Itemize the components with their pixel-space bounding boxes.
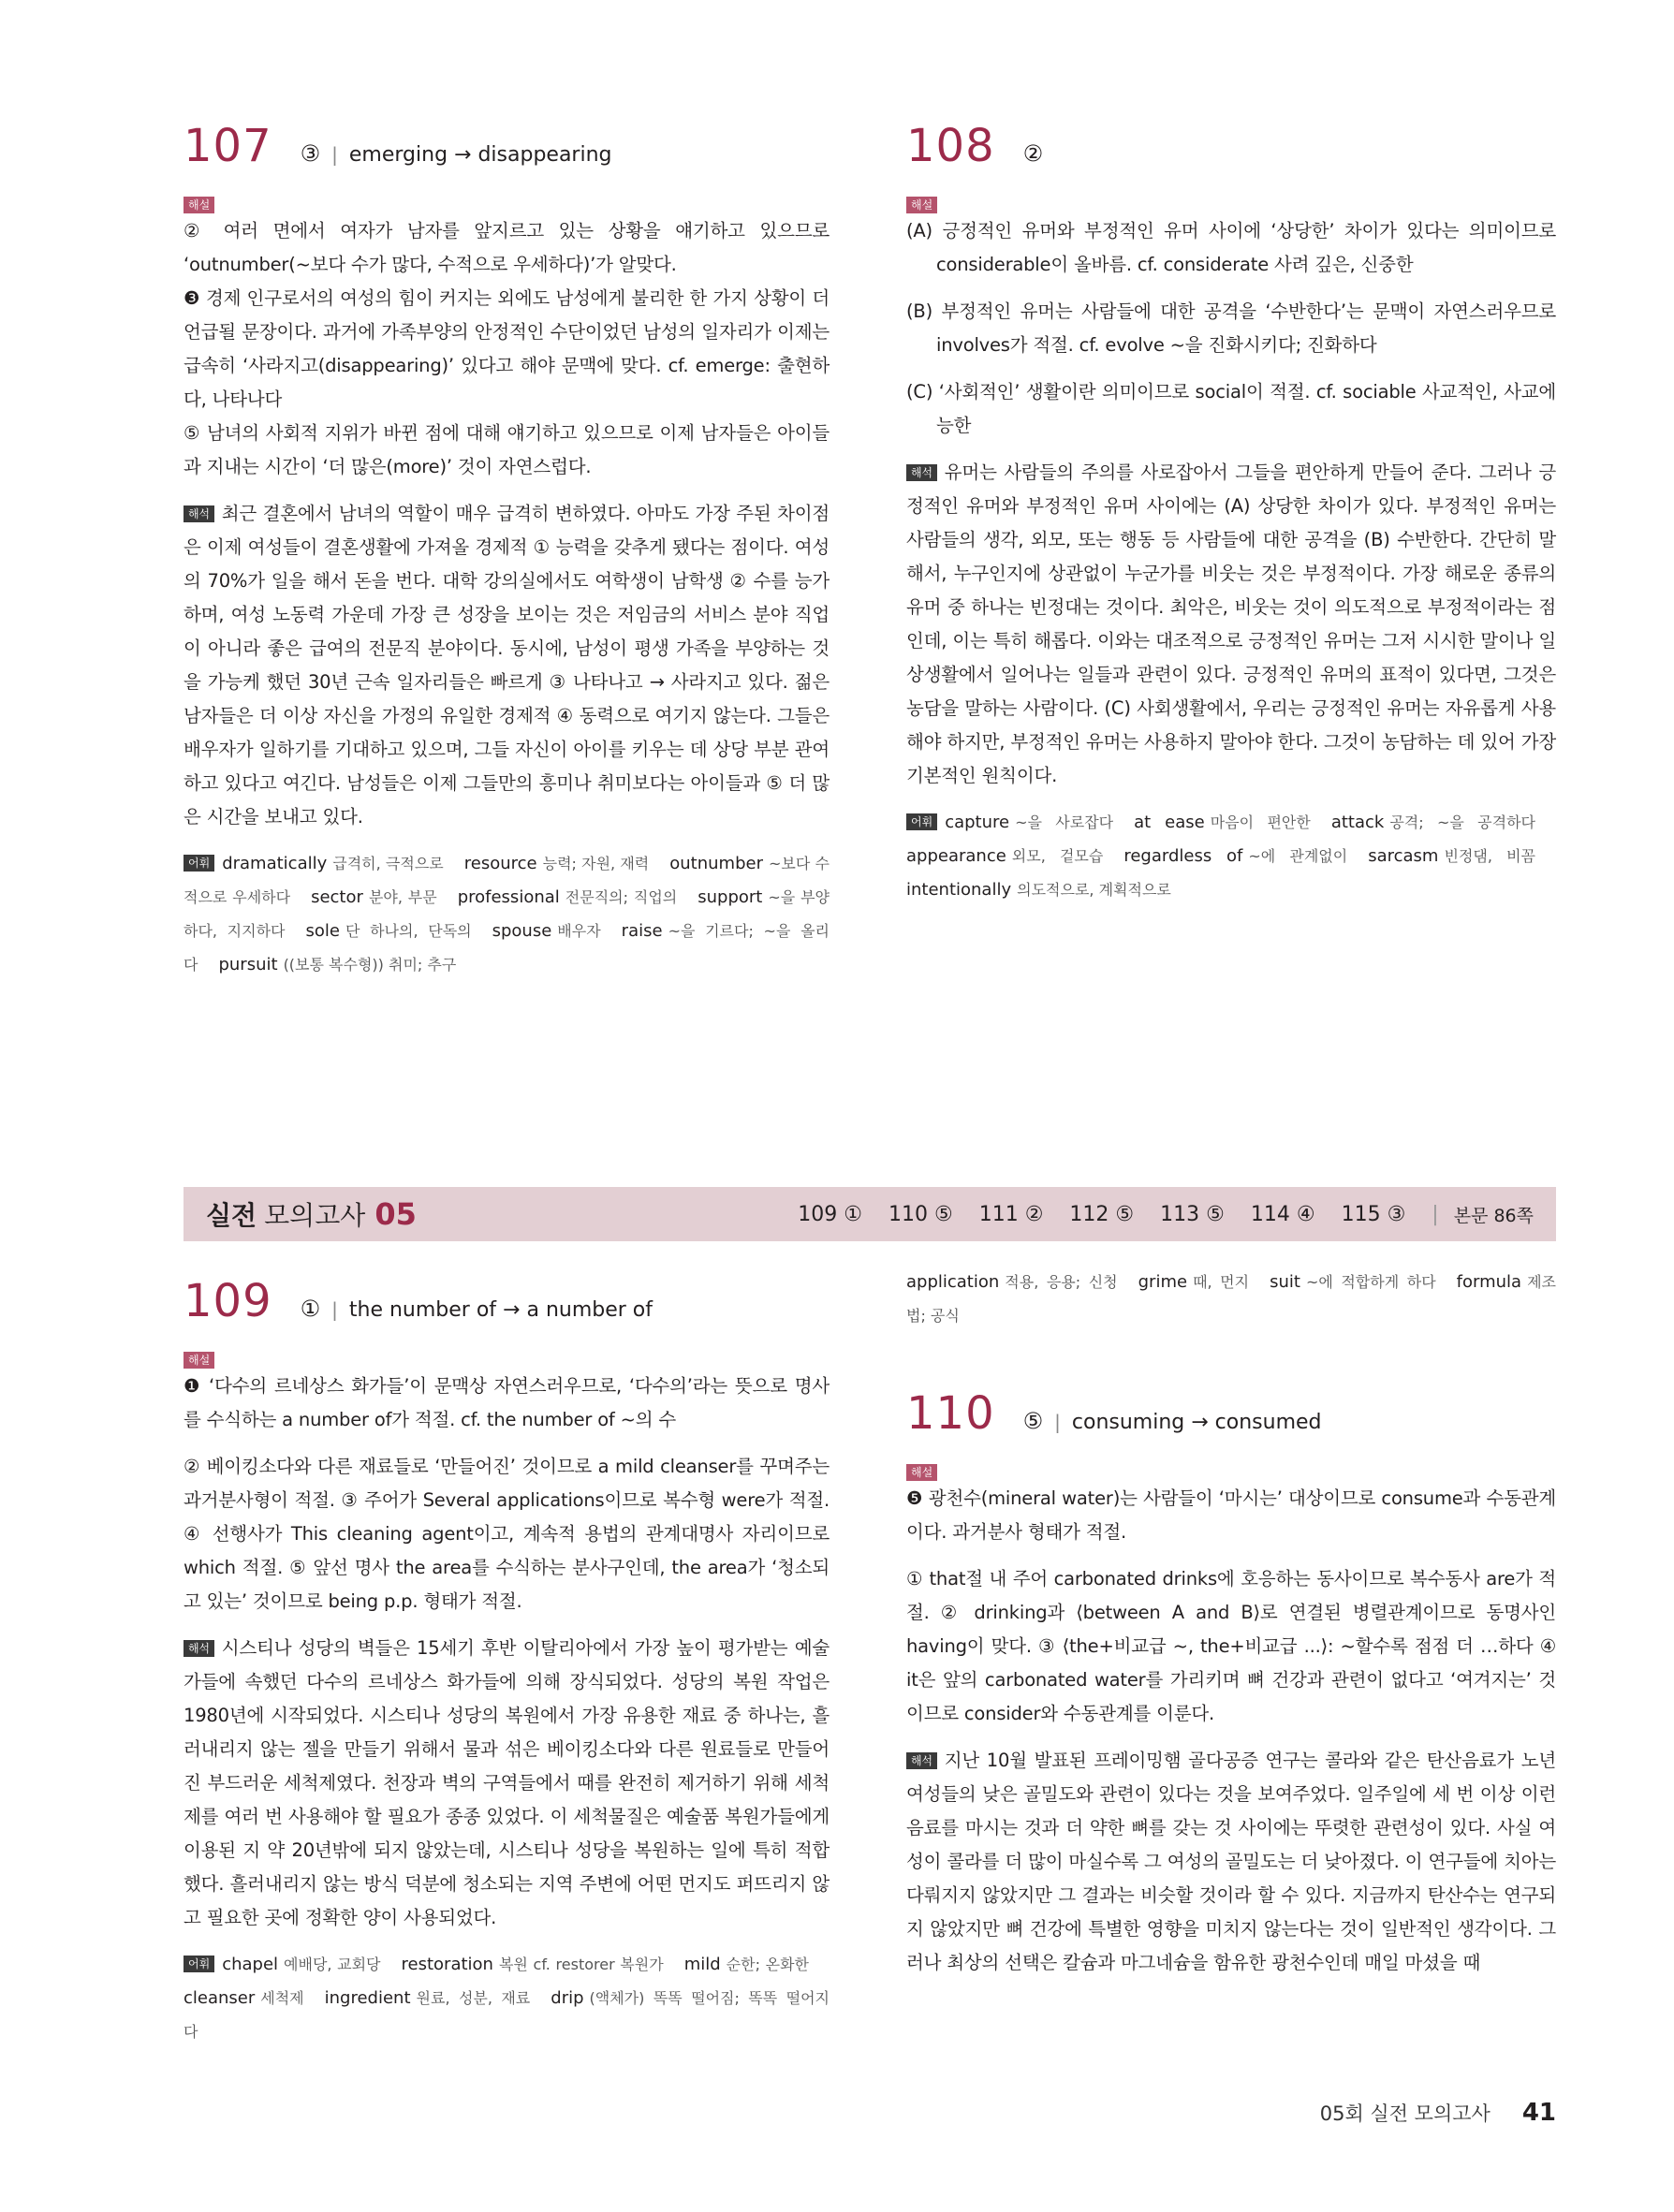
question-number: 109 (184, 1275, 272, 1327)
solution-tag: 해설 (184, 1352, 214, 1369)
answer-mark: ③ (300, 140, 321, 167)
vocab-item: spouse 배우자 (492, 921, 601, 941)
translation-paragraph (184, 497, 830, 834)
vocab-list (184, 1948, 830, 2049)
separator: | (331, 143, 338, 166)
solution-tag: 해설 (184, 197, 214, 213)
correction: emerging → disappearing (348, 143, 612, 167)
vocab-item: professional 전문직의; 직업의 (457, 887, 678, 907)
answer-key-item: 115 ③ (1341, 1202, 1406, 1226)
vocab-item: cleanser 세척제 (184, 1988, 304, 2008)
vocab-tag: 어휘 (184, 855, 214, 872)
vocab-item: appearance 외모, 겉모습 (906, 846, 1104, 866)
translation-text: 시스티나 성당의 벽들은 15세기 후반 이탈리아에서 가장 높이 평가받는 예술가들에 속했던 다수의 르네상스 화가들에 의해 장식되었다. 성당의 복원 작업은 1980년에 시작되었다. 시스티나 성당의 복원에서 가장 유용한 재료 중 하나는, 흘러내리지 않는 젤을 만들기 위해서 물과 섞은 베이킹소다와 다른 원료들로 만들어진 부드러운 세척제였다. 천장과 벽의 구역들에서 때를 완전히 제거하기 위해 세척제를 여러 번 사용해야 할 필요가 종종 있었다. 이 세척물질은 예술품 복원가들에게 이용된 지 약 20년밖에 되지 않았는데, 시스티나 성당을 복원하는 일에 특히 적합했다. 흘러내리지 않는 방식 덕분에 청소되는 지역 주변에 어떤 먼지도 퍼뜨리지 않고 필요한 곳에 정확한 양이 사용되었다. (184, 1637, 830, 1928)
vocab-item: sarcasm 빈정댐, 비꼼 (1368, 846, 1536, 866)
answer-key-item: 111 ② (978, 1202, 1044, 1226)
vocab-item: formula 제조법; 공식 (906, 1272, 1556, 1325)
translation-paragraph (184, 1632, 830, 1935)
answer-key-item: 110 ⑤ (888, 1202, 953, 1226)
question-109-header (184, 1275, 830, 1327)
correction: the number of → a number of (348, 1298, 653, 1322)
section-title: 실전 (206, 1200, 257, 1231)
solution-text: ❶ ‘다수의 르네상스 화가들’이 문맥상 자연스러우므로, ‘다수의’라는 뜻으로 명사를 수식하는 a number of가 적절. cf. the number of ~의 수 (184, 1375, 830, 1430)
answer-key-item: 113 ⑤ (1160, 1202, 1225, 1226)
section-subtitle: 모의고사 (264, 1200, 366, 1231)
translation-text: 유머는 사람들의 주의를 사로잡아서 그들을 편안하게 만들어 준다. 그러나 긍정적인 유머와 부정적인 유머 사이에는 (A) 상당한 차이가 있다. 부정적인 유머는 사람들의 생각, 외모, 또는 행동 등 사람들에 대한 공격을 (B) 수반한다. 간단히 말해서, 누구인지에 상관없이 누군가를 비웃는 것은 부정적이다. 가장 해로운 종류의 유머 중 하나는 빈정대는 것이다. 최악은, 비웃는 것이 의도적으로 부정적이라는 점인데, 이는 특히 해롭다. 이와는 대조적으로 긍정적인 유머는 그저 시시한 말이나 일상생활에서 일어나는 일들과 관련이 있다. 긍정적인 유머의 표적이 있다면, 그것은 농담을 말하는 사람이다. (C) 사회생활에서, 우리는 긍정적인 유머는 자유롭게 사용해야 하지만, 부정적인 유머는 사용하지 말아야 한다. 그것이 농담하는 데 있어 가장 기본적인 원칙이다. (906, 461, 1556, 786)
vocab-item: restoration 복원 cf. restorer 복원가 (401, 1955, 664, 1974)
translation-tag: 해석 (184, 505, 214, 522)
question-108 (906, 120, 1556, 907)
answer-key (798, 1202, 1556, 1227)
right-column-bottom (906, 1266, 1556, 1980)
vocab-item: drip (액체가) 똑똑 떨어짐; 똑똑 떨어지다 (184, 1988, 830, 2041)
vocab-list (184, 847, 830, 982)
solution-tag: 해설 (906, 197, 937, 213)
correction: consuming → consumed (1071, 1411, 1322, 1434)
vocab-item: capture ~을 사로잡다 (945, 813, 1114, 832)
translation-tag: 해석 (906, 464, 937, 481)
question-109 (184, 1275, 830, 2049)
solution-text: ❸ 경제 인구로서의 여성의 힘이 커지는 외에도 남성에게 불리한 한 가지 상황이 더 언급될 문장이다. 과거에 가족부양의 안정적인 수단이었던 남성의 일자리가 이제는 급속히 ‘사라지고(disappearing)’ 있다고 해야 문맥에 맞다. cf. emerge: 출현하다, 나타나다 (184, 287, 830, 410)
solution-text: ① that절 내 주어 carbonated drinks에 호응하는 동사이므로 복수동사 are가 적절. ② drinking과 ⟨between A and B⟩로 연결된 병렬관계이므로 동명사인 having이 맞다. ③ ⟨the+비교급 ~, the+비교급 ...⟩: ~할수록 점점 더 …하다 ④ it은 앞의 carbonated water를 가리키며 뼈 건강과 관련이 없다고 ‘여겨지는’ 것이므로 consider와 수동관계를 이룬다. (906, 1568, 1556, 1724)
page-number: 41 (1521, 2099, 1556, 2127)
page-reference: 본문 86쪽 (1453, 1205, 1534, 1226)
translation-tag: 해석 (184, 1640, 214, 1657)
vocab-item: resource 능력; 자원, 재력 (463, 854, 650, 873)
solution-text: ❺ 광천수(mineral water)는 사람들이 ‘마시는’ 대상이므로 consume과 수동관계이다. 과거분사 형태가 적절. (906, 1487, 1556, 1543)
separator: | (331, 1298, 338, 1321)
vocab-item: pursuit ((보통 복수형)) 취미; 추구 (218, 955, 457, 974)
answer-key-item: 109 ① (798, 1202, 862, 1226)
answer-key-item: 114 ④ (1250, 1202, 1315, 1226)
vocab-item: mild 순한; 온화한 (683, 1955, 809, 1974)
vocab-list (906, 806, 1556, 907)
solution-tag: 해설 (906, 1464, 937, 1481)
solution-text: ② 베이킹소다와 다른 재료들로 ‘만들어진’ 것이므로 a mild cleanser를 꾸며주는 과거분사형이 적절. ③ 주어가 Several applications이므로 복수형 were가 적절. ④ 선행사가 This cleaning agent이고, 계속적 용법의 관계대명사 자리이므로 which 적절. ⑤ 앞선 명사 the area를 수식하는 분사구인데, the area가 ‘청소되고 있는’ 것이므로 being p.p. 형태가 적절. (184, 1456, 830, 1612)
vocab-item: raise ~을 기르다; ~을 올리다 (184, 921, 830, 974)
section-header-bar (184, 1187, 1556, 1241)
vocab-tag: 어휘 (906, 813, 937, 830)
question-number: 107 (184, 120, 272, 172)
question-108-header (906, 120, 1556, 172)
question-107 (184, 120, 830, 982)
translation-text: 지난 10월 발표된 프레이밍햄 골다공증 연구는 콜라와 같은 탄산음료가 노년 여성들의 낮은 골밀도와 관련이 있다는 것을 보여주었다. 일주일에 세 번 이상 이런 음료를 마시는 것과 더 약한 뼈를 갖는 것 사이에는 뚜렷한 관련성이 있다. 사실 여성이 콜라를 더 많이 마실수록 그 여성의 골밀도는 더 낮아졌다. 이 연구들에 치아는 다뤄지지 않았지만 그 결과는 비슷할 것이라 할 수 있다. 지금까지 탄산수는 연구되지 않았지만 뼈 건강에 특별한 영향을 미치지 않는다는 것이 일반적인 생각이다. 그러나 최상의 선택은 칼슘과 마그네슘을 함유한 광천수인데 매일 마셨을 때 (906, 1750, 1556, 1973)
translation-tag: 해석 (906, 1752, 937, 1769)
section-number: 05 (374, 1196, 417, 1232)
vocab-item: application 적용, 응용; 신청 (906, 1272, 1118, 1292)
translation-paragraph (906, 456, 1556, 793)
solution-text: (B) 부정적인 유머는 사람들에 대한 공격을 ‘수반한다’는 문맥이 자연스러우므로 involves가 적절. cf. evolve ~을 진화시키다; 진화하다 (906, 300, 1556, 356)
vocab-item: support ~을 부양하다, 지지하다 (184, 887, 830, 940)
vocab-item: outnumber ~보다 수적으로 우세하다 (184, 854, 830, 906)
vocab-item: dramatically 급격히, 극적으로 (222, 854, 444, 873)
separator: | (1054, 1411, 1061, 1433)
translation-text: 최근 결혼에서 남녀의 역할이 매우 급격히 변하였다. 아마도 가장 주된 차이점은 이제 여성들이 결혼생활에 가져올 경제적 ① 능력을 갖추게 됐다는 점이다. 여성의 70%가 일을 해서 돈을 번다. 대학 강의실에서도 여학생이 남학생 ② 수를 능가하며, 여성 노동력 가운데 가장 큰 성장을 보이는 것은 저임금의 서비스 분야 직업이 아니라 좋은 급여의 전문직 분야이다. 동시에, 남성이 평생 가족을 부양하는 것을 가능케 했던 30년 근속 일자리들은 빠르게 ③ 나타나고 → 사라지고 있다. 젊은 남자들은 더 이상 자신을 가정의 유일한 경제적 ④ 동력으로 여기지 않는다. 그들은 배우자가 일하기를 기대하고 있으며, 그들 자신이 아이를 키우는 데 상당 부분 관여하고 있다고 여긴다. 남성들은 이제 그들만의 흥미나 취미보다는 아이들과 ⑤ 더 많은 시간을 보내고 있다. (184, 503, 830, 828)
vocab-item: ingredient 원료, 성분, 재료 (324, 1988, 531, 2008)
question-110-header (906, 1387, 1556, 1440)
vocab-item: grime 때, 먼지 (1138, 1272, 1250, 1292)
vocab-item: attack 공격; ~을 공격하다 (1330, 813, 1535, 832)
question-number: 108 (906, 120, 995, 172)
vocab-item: suit ~에 적합하게 하다 (1270, 1272, 1436, 1292)
question-107-header (184, 120, 830, 172)
translation-paragraph (906, 1744, 1556, 1980)
solution-text: (A) 긍정적인 유머와 부정적인 유머 사이에 ‘상당한’ 차이가 있다는 의미이므로 considerable이 올바름. cf. considerate 사려 깊은, 신중한 (906, 220, 1556, 275)
vocab-item: regardless of ~에 관계없이 (1123, 846, 1348, 866)
vocab-item: at ease 마음이 편안한 (1134, 813, 1311, 832)
vocab-item: intentionally 의도적으로, 계획적으로 (906, 880, 1171, 900)
answer-mark: ① (300, 1296, 321, 1322)
page-footer (1320, 2099, 1556, 2127)
vocab-item: sole 단 하나의, 단독의 (305, 921, 472, 941)
vocab-item: sector 분야, 부문 (311, 887, 437, 907)
footer-title: 05회 실전 모의고사 (1319, 2102, 1490, 2125)
question-number: 110 (906, 1387, 995, 1440)
answer-key-item: 112 ⑤ (1069, 1202, 1135, 1226)
solution-text: ② 여러 면에서 여자가 남자를 앞지르고 있는 상황을 얘기하고 있으므로 ‘outnumber(~보다 수가 많다, 수적으로 우세하다)’가 알맞다. (184, 220, 830, 275)
solution-text: (C) ‘사회적인’ 생활이란 의미이므로 social이 적절. cf. sociable 사교적인, 사교에 능한 (906, 381, 1556, 436)
vocab-list-continued (906, 1266, 1556, 1333)
answer-mark: ② (1022, 140, 1044, 167)
vocab-tag: 어휘 (184, 1956, 214, 1972)
answer-mark: ⑤ (1022, 1408, 1044, 1434)
vocab-item: chapel 예배당, 교회당 (222, 1955, 381, 1974)
separator: | (1432, 1202, 1439, 1226)
solution-text: ⑤ 남녀의 사회적 지위가 바뀐 점에 대해 얘기하고 있으므로 이제 남자들은 아이들과 지내는 시간이 ‘더 많은(more)’ 것이 자연스럽다. (184, 422, 830, 477)
